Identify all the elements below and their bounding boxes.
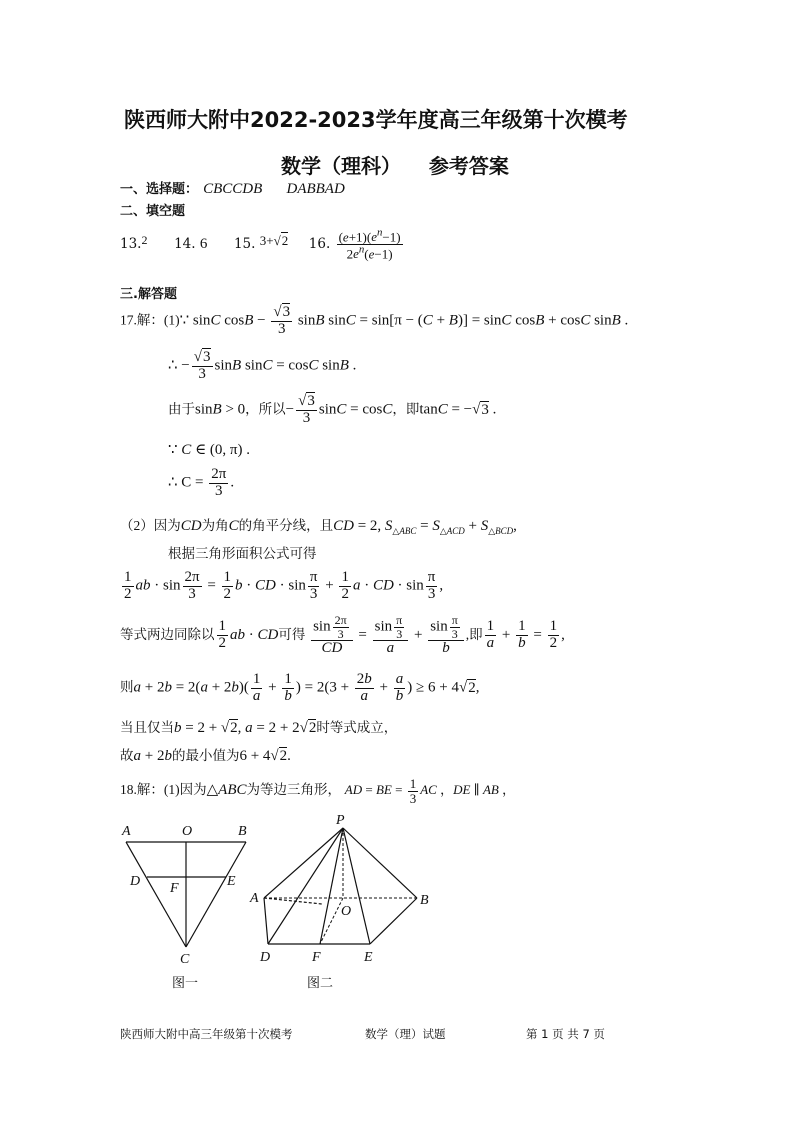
q17-ie-label: ，即 [392,401,420,417]
q18-text2: 为等边三角形， [246,782,342,798]
q17-equality-holds: 时等式成立， [316,720,398,735]
fig2-label-o: O [341,904,352,919]
q17-line-4: ∵ C ∈ (0, π) . [168,442,250,458]
q17-ie2-label: ,即 [465,626,483,642]
q18-part1-mark: (1) [163,782,180,798]
fill-answers [120,228,405,261]
q17-part2-line-1: （2）因为CD为角C的角平分线，且CD = 2, $S_{\triangle ABC} = S_{\triangle ACD} + S_{\triangle BCD}$, [120,518,517,536]
figure-two [240,808,440,998]
fig2-label-b: B [420,893,429,908]
fig2-caption: 图二 [307,976,334,991]
q17-part2-line-4: 则a + 2b = 2(a + 2b)( $\frac{1}{a}$ + $\frac{1}{b}$ ) = 2(3 + $\frac{2b}{a}$ + $\frac{a}{b}$ ) ≥ 6 + 4√2, [120,671,480,704]
section-choice-label: 一、选择题： [120,182,199,197]
fig2-label-e: E [364,950,373,965]
q16-label: 16. [308,235,331,252]
section-choice [120,178,345,198]
q17-part1-mark: (1) [163,312,180,328]
fig2-label-p: P [336,813,345,828]
footer-center: 数学（理）试题 [365,1027,446,1041]
fig1-label-e: E [227,874,236,889]
q17-part2-intro: 因为 [153,518,181,533]
q14-label: 14. [174,235,196,252]
q17-part2-mark: （2） [120,518,154,533]
q17-so-label: ，所以 [245,401,286,417]
q17-part2-bisector: 为角 [201,518,229,533]
q17-line-3: 由于sinB > 0，所以− $\frac{√3}{3}$ sinC = cosC，即tanC = −√3 . [168,393,497,426]
fig2-label-a: A [250,891,259,906]
q17-since-label: 由于 [168,401,195,417]
q13-answer: 2 [141,232,148,247]
section-solution-label: 三.解答题 [120,287,177,302]
choice-answers-second: DABBAD [286,181,345,197]
footer-left: 陕西师大附中高三年级第十次模考 [120,1027,293,1041]
fig1-label-f: F [170,881,179,896]
fig2-label-d: D [260,950,271,965]
q17-part2-line-2: $\frac{1}{2}$ ab · sin $\frac{2\pi}{3}$ = $\frac{1}{2}$ b · CD · sin $\frac{\pi}{3}$ + $\frac{1}{2}$ a · CD · sin $\frac{\pi}{3}$ , [124,569,444,602]
q17-min-label: 的最小值为 [171,748,240,763]
q17-area-note: 根据三角形面积公式可得 [168,546,317,562]
q13-label: 13. [120,235,142,252]
choice-answers-first: CBCCDB [203,181,263,197]
fig2-label-f: F [312,950,321,965]
q17-get-label: 可得 [278,626,306,642]
q17-line-5: ∴ C = $\frac{2\pi}{3}$ . [168,466,235,499]
q17-min-prefix: 故 [120,748,134,763]
q18-label: 18.解： [120,782,164,798]
fig1-label-d: D [130,874,141,889]
q15-label: 15. [233,235,256,252]
q18-line-1: 18.解：(1)因为△ABC为等边三角形， AD = BE = $\frac{1}{3}$ AC ，DE ∥ AB ， [120,776,516,806]
fig1-label-o: O [182,824,193,839]
q17-equality-label: 当且仅当 [120,720,174,735]
q17-label: 17.解： [120,312,164,328]
q17-then-label: 则 [120,679,134,695]
footer-page-number: 第 1 页 共 7 页 [526,1027,605,1041]
q17-line-2: ∴ − $\frac{√3}{3}$ sinB sinC = cosC sinB . [168,349,357,382]
fig1-label-b: B [238,824,247,839]
page-title: 陕西师大附中2022-2023学年度高三年级第十次模考 [124,108,628,132]
q17-part2-line-3: 等式两边同除以 $\frac{1}{2}$ ab · CD可得 sin $\frac{2\pi}{3}$ CD = sin $\frac{\pi}{3}$ a + sin $\frac{\pi}{3}$ b ,即 $\frac{1}{a}$ + $\frac{1}{b}$ = $\frac{1}{2}$ , [120,613,565,657]
q17-divide-label: 等式两边同除以 [120,626,215,642]
page-subtitle: 数学（理科） 参考答案 [281,154,509,178]
q14-answer: 6 [199,235,208,252]
fig1-caption: 图一 [172,976,199,991]
section-fill-label: 二、填空题 [120,204,186,219]
q17-part2-line-6: 故a + 2b的最小值为6 + 4√2. [120,748,291,764]
fig1-label-a: A [122,824,131,839]
fig1-label-c: C [180,952,190,967]
q18-text1: 因为 [179,782,207,798]
q17-part2-bisector2: 的角平分线，且 [238,518,334,533]
q17-line-1: 17.解：(1)∵ sinC cosB − $\frac{√3}{3}$ sinB sinC = sin[π − (C + B)] = sinC cosB + cosC sinB . [120,304,629,337]
q16-answer: $\frac{(e+1)(e^n-1)}{2e^n(e-1)}$ [338,227,401,262]
q15-answer: 3+√2 [259,232,289,248]
q17-part2-line-5: 当且仅当b = 2 + √2, a = 2 + 2√2时等式成立， [120,720,398,736]
